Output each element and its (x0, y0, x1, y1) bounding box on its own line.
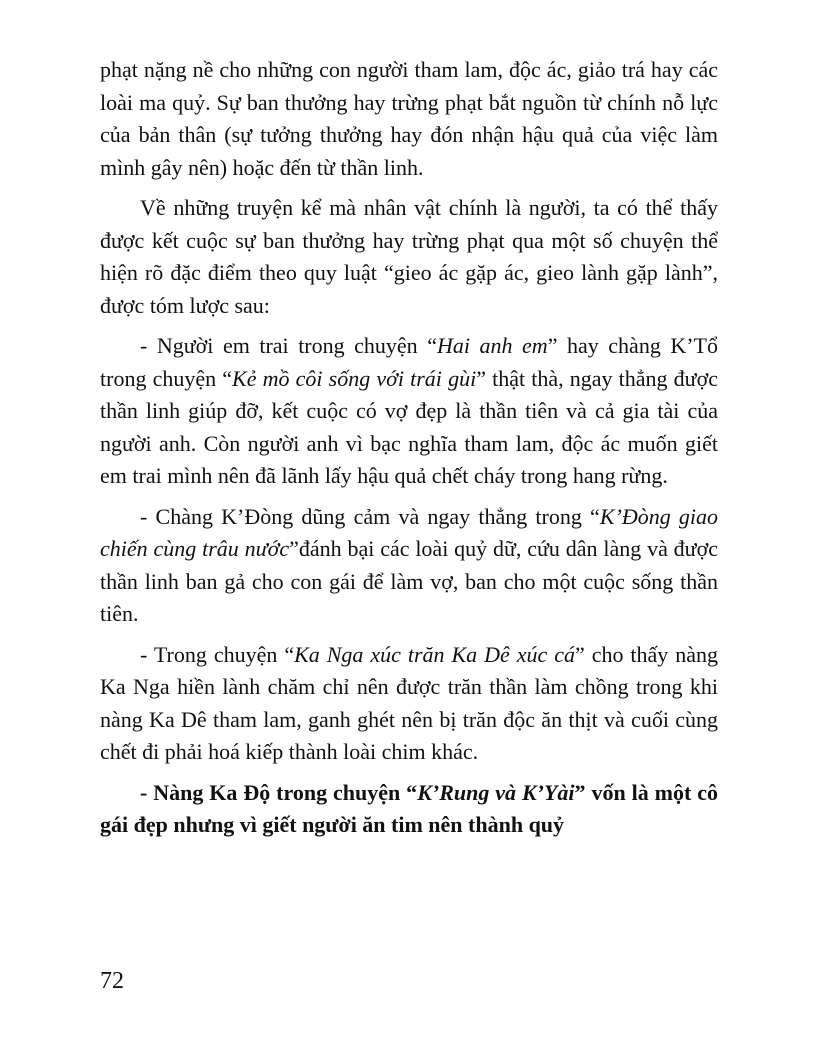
paragraph-4 (100, 501, 718, 631)
paragraph-5-text: - Trong chuyện “ (140, 641, 295, 667)
paragraph-5-text: ” cho thấy nàng Ka Nga hiền lành chăm chỉ nên được trăn thần làm chồng trong khi nàng Ka Dê tham lam, ganh ghét nên bị trăn độc ăn thịt và cuối cùng chết đi phải hoá kiếp thành loài chim khác. (100, 641, 719, 764)
paragraph-4-text: - Chàng K’Đòng dũng cảm và ngay thẳng trong “ (140, 503, 600, 529)
page-number: 72 (100, 968, 124, 994)
story-title-ke-mo-coi: Kẻ mồ côi sống với trái gùi (232, 365, 477, 391)
paragraph-3 (100, 330, 718, 493)
paragraph-3-text: ” hay chàng K’Tổ trong chuyện “ (100, 333, 718, 391)
paragraph-1: phạt nặng nề cho những con người tham lam, độc ác, giảo trá hay các loài ma quỷ. Sự ban thưởng hay trừng phạt bắt nguồn từ chính nỗ lực của bản thân (sự tưởng thưởng hay đón nhận hậu quả của việc làm mình gây nên) hoặc đến từ thần linh. (100, 57, 718, 180)
story-title-hai-anh-em: Hai anh em (436, 333, 548, 358)
paragraph-6-text: - Nàng Ka Độ trong chuyện “ (140, 779, 418, 805)
paragraph-6-text: ” vốn là một cô gái đẹp nhưng vì giết người ăn tim nên thành quỷ (100, 779, 718, 837)
story-title-k-dong: K’Đòng giao chiến cùng trâu nước (100, 503, 718, 561)
paragraph-6 (100, 777, 718, 842)
page-body (100, 54, 718, 850)
paragraph-4-text: ”đánh bại các loài quỷ dữ, cứu dân làng và được thần linh ban gả cho con gái để làm vợ, ban cho một cuộc sống thần tiên. (100, 536, 719, 626)
paragraph-3-text: ” thật thà, ngay thẳng được thần linh giúp đỡ, kết cuộc có vợ đẹp là thần tiên và cả gia tài của người anh. Còn người anh vì bạc nghĩa tham lam, độc ác muốn giết em trai mình nên đã lãnh lấy hậu quả chết cháy trong hang rừng. (100, 365, 719, 488)
story-title-k-rung: K’Rung và K’Yài (417, 779, 575, 805)
paragraph-2: Về những truyện kể mà nhân vật chính là người, ta có thể thấy được kết cuộc sự ban thưởng hay trừng phạt qua một số chuyện thể hiện rõ đặc điểm theo quy luật “gieo ác gặp ác, gieo lành gặp lành”, được tóm lược sau: (100, 195, 718, 318)
story-title-ka-nga: Ka Nga xúc trăn Ka Dê xúc cá (294, 641, 575, 667)
paragraph-3-text: - Người em trai trong chuyện “ (140, 333, 437, 358)
paragraph-5 (100, 639, 718, 769)
